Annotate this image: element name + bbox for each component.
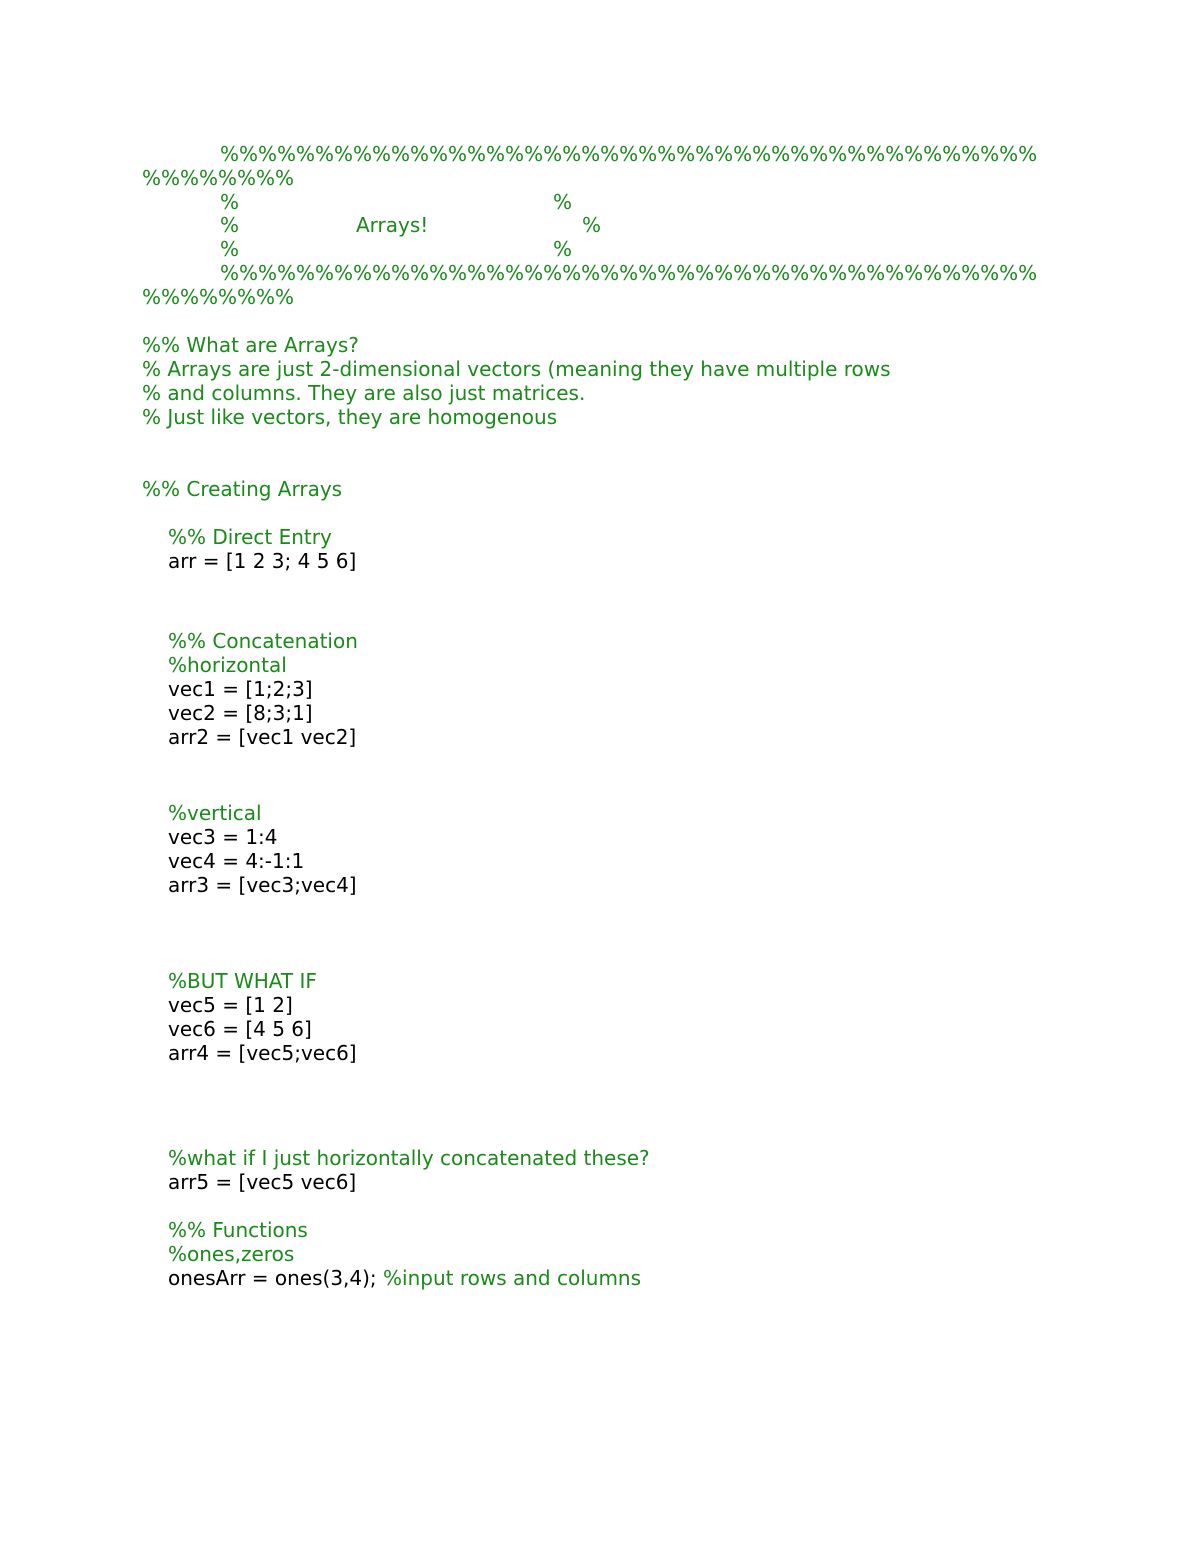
comment-line: % Arrays are just 2-dimensional vectors (meaning they have multiple rows <box>142 357 891 381</box>
code-line: arr5 = [vec5 vec6] <box>168 1170 357 1194</box>
code-line: arr3 = [vec3;vec4] <box>168 873 357 897</box>
code-line: vec5 = [1 2] <box>168 993 293 1017</box>
banner-border-top: %%%%%%%%%%%%%%%%%%%%%%%%%%%%%%%%%%%%%%%%%%% <box>220 142 1038 166</box>
code-line: vec3 = 1:4 <box>168 825 278 849</box>
code-line: vec6 = [4 5 6] <box>168 1017 312 1041</box>
banner-left-edge: % <box>220 213 240 237</box>
comment-line: % Just like vectors, they are homogenous <box>142 405 558 429</box>
section-heading-what-are-arrays: %% What are Arrays? <box>142 333 359 357</box>
comment-horizontal: %horizontal <box>168 653 287 677</box>
banner-right-edge: % <box>553 190 573 214</box>
code-ones-statement: onesArr = ones(3,4); <box>168 1266 384 1290</box>
section-heading-concatenation: %% Concatenation <box>168 629 358 653</box>
code-line: arr4 = [vec5;vec6] <box>168 1041 357 1065</box>
section-heading-creating-arrays: %% Creating Arrays <box>142 477 343 501</box>
comment-vertical: %vertical <box>168 801 262 825</box>
banner-border-bottom-wrap: %%%%%%%% <box>142 285 295 309</box>
banner-left-edge: % <box>220 190 240 214</box>
comment-input-rows-columns: %input rows and columns <box>383 1266 642 1290</box>
banner-left-edge: % <box>220 237 240 261</box>
code-line-ones <box>168 1266 641 1290</box>
code-line: vec4 = 4:-1:1 <box>168 849 305 873</box>
code-line: vec2 = [8;3;1] <box>168 701 313 725</box>
banner-border-top-wrap: %%%%%%%% <box>142 166 295 190</box>
banner-title: Arrays! <box>356 213 429 237</box>
section-heading-functions: %% Functions <box>168 1218 308 1242</box>
code-line: vec1 = [1;2;3] <box>168 677 313 701</box>
section-heading-direct-entry: %% Direct Entry <box>168 525 332 549</box>
banner-border-bottom: %%%%%%%%%%%%%%%%%%%%%%%%%%%%%%%%%%%%%%%%%%% <box>220 261 1038 285</box>
code-line: arr2 = [vec1 vec2] <box>168 725 357 749</box>
comment-but-what-if: %BUT WHAT IF <box>168 969 317 993</box>
code-line: arr = [1 2 3; 4 5 6] <box>168 549 357 573</box>
comment-what-if-horizontal: %what if I just horizontally concatenated these? <box>168 1146 650 1170</box>
banner-right-edge: % <box>553 237 573 261</box>
banner-right-edge: % <box>582 213 602 237</box>
comment-line: % and columns. They are also just matrices. <box>142 381 586 405</box>
comment-ones-zeros: %ones,zeros <box>168 1242 295 1266</box>
